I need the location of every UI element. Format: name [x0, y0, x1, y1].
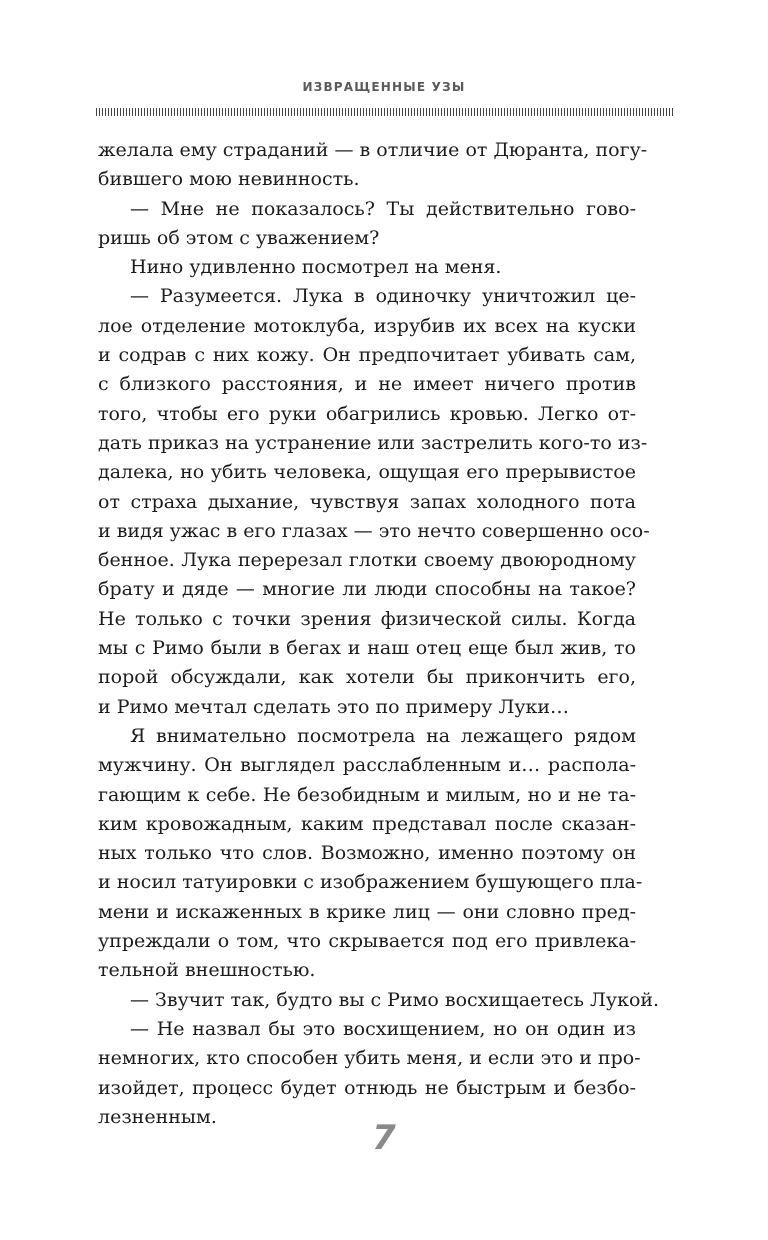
- text-line: немногих, кто способен убить меня, и если это и про-: [98, 1047, 641, 1070]
- text-line: с близкого расстояния, и не имеет ничего против: [98, 373, 636, 396]
- text-line: — Мне не показалось? Ты действительно гово-: [130, 197, 636, 220]
- text-line: гающим к себе. Не безобидным и милым, но и не та-: [98, 783, 636, 806]
- text-line: порой обсуждали, как хотели бы прикончить его,: [98, 666, 636, 689]
- text-line: ким кровожадным, каким представал после сказан-: [98, 812, 636, 835]
- text-line: Я внимательно посмотрела на лежащего рядом: [130, 724, 636, 747]
- text-line: Нино удивленно посмотрел на меня.: [130, 256, 502, 279]
- text-line: и носил татуировки с изображением бушующего пла-: [98, 871, 643, 894]
- text-line: и содрав с них кожу. Он предпочитает убивать сам,: [98, 344, 636, 367]
- text-line: того, чтобы его руки обагрились кровью. Легко от-: [98, 402, 636, 425]
- text-line: ных только что слов. Возможно, именно поэтому он: [98, 842, 636, 865]
- running-header-title: ИЗВРАЩЕННЫЕ УЗЫ: [302, 80, 466, 94]
- text-line: желала ему страданий — в отличие от Дюранта, погу-: [98, 139, 648, 161]
- body-text: [98, 136, 660, 1132]
- text-line: ришь об этом с уважением?: [98, 226, 380, 249]
- text-line: — Разумеется. Лука в одиночку уничтожил це-: [130, 285, 636, 308]
- text-line: от страха дыхание, чувствуя запах холодного пота: [98, 490, 636, 513]
- text-line: Не только с точки зрения физической силы. Когда: [98, 607, 636, 630]
- text-line: — Звучит так, будто вы с Римо восхищаетесь Лукой.: [130, 988, 660, 1011]
- text-line: мени и искаженных в крике лиц — они словно пред-: [98, 900, 636, 923]
- page-number: 7: [372, 1118, 396, 1158]
- text-line: бенное. Лука перерезал глотки своему двоюродному: [98, 549, 636, 572]
- text-line: изойдет, процесс будет отнюдь не быстрым и безбо-: [98, 1076, 636, 1099]
- text-line: тельной внешностью.: [98, 959, 316, 982]
- text-line: и Римо мечтал сделать это по примеру Луки…: [98, 695, 570, 718]
- text-line: дать приказ на устранение или застрелить кого-то из-: [98, 431, 648, 454]
- text-line: лое отделение мотоклуба, изрубив их всех на куски: [98, 314, 636, 337]
- text-line: далека, но убить человека, ощущая его прерывистое: [98, 461, 636, 484]
- header-dotted-rule: [96, 108, 674, 116]
- text-line: и видя ужас в его глазах — это нечто совершенно осо-: [98, 519, 650, 542]
- text-line: лезненным.: [98, 1105, 217, 1128]
- text-line: мужчину. Он выглядел расслабленным и… распола-: [98, 754, 636, 777]
- text-line: упреждали о том, что скрывается под его привлека-: [98, 930, 636, 953]
- text-line: мы с Римо были в бегах и наш отец еще был жив, то: [98, 637, 636, 660]
- text-line: брату и дяде — многие ли люди способны на такое?: [98, 578, 636, 601]
- text-line: — Не назвал бы это восхищением, но он один из: [130, 1017, 636, 1040]
- text-line: бившего мою невинность.: [98, 168, 360, 191]
